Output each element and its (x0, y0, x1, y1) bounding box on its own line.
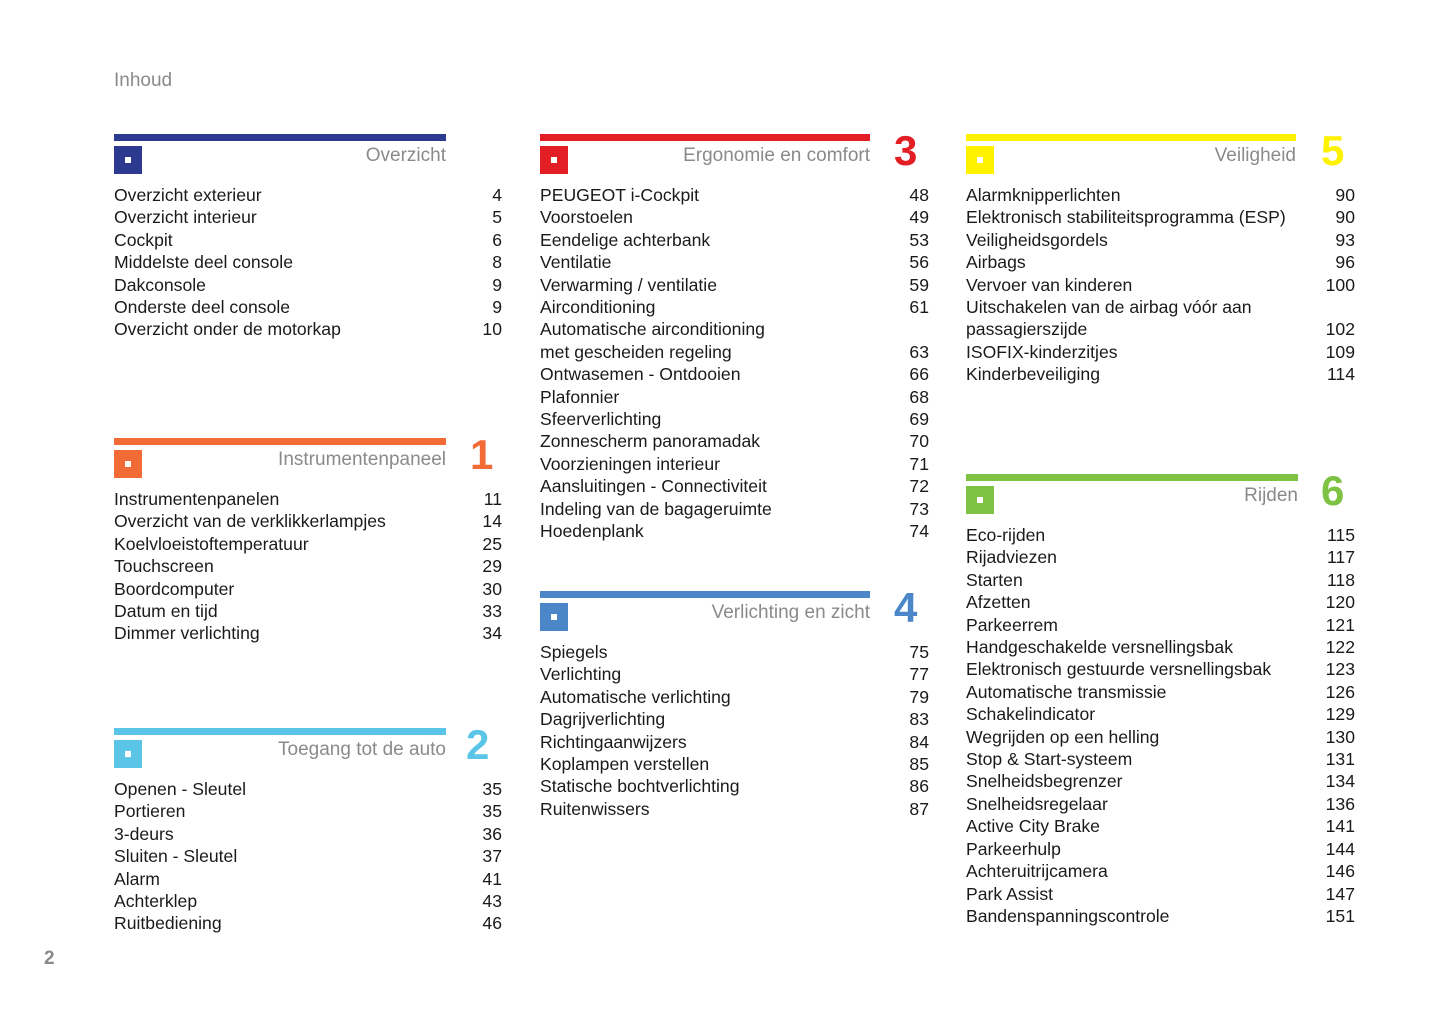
toc-entry-label: Achteruitrijcamera (966, 861, 1108, 882)
section-title: Veiligheid (1214, 145, 1296, 166)
section-square-icon (540, 603, 568, 631)
toc-entry-label: Richtingaanwijzers (540, 731, 687, 752)
toc-entry-label: Alarmknipperlichten (966, 185, 1121, 205)
toc-entry-label: Onderste deel console (114, 297, 291, 318)
page-number: 2 (44, 948, 55, 969)
toc-entry-label: Airbags (966, 252, 1026, 273)
toc-entry[interactable] (540, 318, 929, 363)
toc-entry-label: Park Assist (966, 883, 1054, 904)
toc-entry-page: 136 (1325, 793, 1355, 814)
section-title: Ergonomie en comfort (683, 145, 870, 166)
toc-entry-list (114, 778, 502, 935)
toc-entry-list (114, 184, 502, 341)
toc-entry-label: Boordcomputer (114, 578, 235, 599)
toc-entry-page: 11 (483, 489, 502, 509)
toc-entry-page: 79 (909, 686, 929, 707)
toc-entry-label: Bandenspanningscontrole (966, 905, 1170, 926)
toc-entry[interactable] (540, 430, 929, 452)
toc-entry-page: 9 (492, 297, 502, 318)
toc-entry-label: Aansluitingen - Connectiviteit (540, 476, 767, 497)
toc-entry[interactable] (966, 636, 1355, 658)
toc-entry-label: Snelheidsregelaar (966, 793, 1108, 814)
toc-entry[interactable] (966, 838, 1355, 860)
toc-entry[interactable] (540, 363, 929, 385)
toc-entry-label: Koelvloeistoftemperatuur (114, 533, 309, 554)
toc-entry-page: 86 (909, 776, 929, 797)
toc-entry-page: 131 (1325, 749, 1355, 770)
chapter-number: 3 (894, 127, 918, 174)
toc-entry[interactable] (540, 498, 929, 520)
toc-entry[interactable] (114, 555, 502, 577)
toc-entry-page: 123 (1325, 659, 1355, 680)
toc-entry-label: Schakelindicator (966, 704, 1096, 725)
toc-entry-label: Verlichting (540, 664, 622, 685)
toc-entry-label: Cockpit (114, 229, 173, 250)
toc-entry-page: 68 (909, 386, 929, 407)
toc-entry-page: 41 (482, 868, 502, 889)
section-square-icon (540, 146, 568, 174)
toc-entry-label: Automatische airconditioning met gescheiden regeling (540, 319, 765, 362)
toc-entry-label: PEUGEOT i-Cockpit (540, 185, 700, 205)
toc-entry-page: 151 (1325, 905, 1355, 926)
toc-entry-label: Handgeschakelde versnellingsbak (966, 637, 1234, 658)
toc-entry[interactable] (540, 251, 929, 273)
toc-entry-page: 63 (909, 341, 929, 362)
toc-entry-page: 72 (909, 476, 929, 497)
toc-entry-label: Eco-rijden (966, 525, 1046, 545)
section-title: Rijden (1244, 485, 1298, 506)
toc-entry-label: Elektronisch gestuurde versnellingsbak (966, 659, 1272, 680)
toc-entry[interactable] (540, 708, 929, 730)
toc-entry-page: 141 (1325, 816, 1355, 837)
toc-entry-label: Snelheidsbegrenzer (966, 771, 1123, 792)
toc-entry-label: Plafonnier (540, 386, 620, 407)
toc-entry-page: 59 (909, 274, 929, 295)
chapter-number: 2 (466, 721, 490, 768)
toc-entry-label: Active City Brake (966, 816, 1100, 837)
toc-entry[interactable] (966, 748, 1355, 770)
toc-entry[interactable] (540, 184, 929, 206)
toc-entry-page: 83 (909, 709, 929, 730)
toc-entry-label: Automatische transmissie (966, 681, 1167, 702)
toc-entry[interactable] (966, 726, 1355, 748)
toc-entry-list (540, 641, 929, 820)
toc-entry[interactable] (540, 296, 929, 318)
section-color-bar (966, 134, 1296, 141)
toc-entry[interactable] (966, 815, 1355, 837)
toc-entry-label: Middelste deel console (114, 252, 293, 273)
toc-entry[interactable] (540, 206, 929, 228)
toc-entry-page: 35 (482, 779, 502, 799)
toc-entry-label: Alarm (114, 868, 160, 889)
toc-entry-label: Sluiten - Sleutel (114, 846, 238, 867)
toc-entry-page: 35 (482, 801, 502, 822)
toc-entry[interactable] (540, 408, 929, 430)
toc-entry-page: 37 (482, 846, 502, 867)
toc-entry-page: 74 (909, 521, 929, 542)
toc-entry[interactable] (966, 883, 1355, 905)
toc-entry-label: Dimmer verlichting (114, 623, 260, 644)
toc-entry[interactable] (966, 229, 1355, 251)
toc-entry[interactable] (114, 578, 502, 600)
toc-entry[interactable] (540, 753, 929, 775)
section-color-bar (966, 474, 1298, 481)
toc-entry-label: Parkeerhulp (966, 838, 1061, 859)
toc-entry-label: Achterklep (114, 891, 198, 912)
section-color-bar (540, 134, 870, 141)
toc-entry[interactable] (114, 622, 502, 644)
section-title: Overzicht (365, 145, 446, 166)
toc-entry-page: 73 (909, 498, 929, 519)
toc-entry-page: 30 (482, 578, 502, 599)
toc-entry-page: 49 (909, 207, 929, 228)
toc-entry-page: 100 (1325, 274, 1355, 295)
toc-entry-page: 77 (909, 664, 929, 685)
toc-entry-label: Verwarming / ventilatie (540, 274, 717, 295)
toc-entry-label: Voorstoelen (540, 207, 633, 228)
toc-entry-label: Portieren (114, 801, 186, 822)
toc-entry-label: Ontwasemen - Ontdooien (540, 364, 741, 385)
toc-entry-page: 70 (909, 431, 929, 452)
toc-entry[interactable] (114, 912, 502, 934)
toc-entry-label: Veiligheidsgordels (966, 229, 1108, 250)
toc-entry-label: Ruitbediening (114, 913, 222, 934)
toc-entry[interactable] (540, 798, 929, 820)
section-square-icon (114, 146, 142, 174)
toc-entry[interactable] (540, 686, 929, 708)
toc-entry[interactable] (114, 823, 502, 845)
toc-entry[interactable] (540, 520, 929, 542)
toc-entry-page: 126 (1325, 681, 1355, 702)
toc-entry[interactable] (966, 770, 1355, 792)
toc-entry-label: Wegrijden op een helling (966, 726, 1160, 747)
toc-entry-label: Spiegels (540, 642, 608, 662)
section-title: Instrumentenpaneel (278, 449, 446, 470)
toc-entry-page: 120 (1325, 592, 1355, 613)
toc-entry-page: 43 (482, 891, 502, 912)
toc-entry-label: Stop & Start-systeem (966, 749, 1133, 770)
toc-entry-page: 93 (1335, 229, 1355, 250)
toc-entry-label: Koplampen verstellen (540, 754, 710, 775)
toc-entry-label: Vervoer van kinderen (966, 274, 1133, 295)
toc-entry-page: 71 (909, 453, 929, 474)
toc-entry-page: 10 (482, 319, 502, 340)
toc-entry-page: 146 (1325, 861, 1355, 882)
toc-entry-page: 46 (482, 913, 502, 934)
toc-entry-list (114, 488, 502, 645)
toc-entry[interactable] (114, 184, 502, 206)
toc-entry-page: 147 (1325, 883, 1355, 904)
toc-entry[interactable] (540, 475, 929, 497)
toc-entry[interactable] (540, 453, 929, 475)
toc-entry[interactable] (966, 905, 1355, 927)
toc-entry-page: 96 (1335, 252, 1355, 273)
chapter-number: 1 (470, 431, 494, 478)
toc-entry-label: Datum en tijd (114, 601, 218, 622)
toc-entry-page: 61 (909, 297, 929, 318)
toc-entry-page: 66 (909, 364, 929, 385)
toc-entry-label: Parkeerrem (966, 614, 1058, 635)
toc-entry-page: 129 (1325, 704, 1355, 725)
toc-entry-label: Overzicht exterieur (114, 185, 262, 205)
toc-entry[interactable] (540, 641, 929, 663)
toc-entry-label: Overzicht interieur (114, 207, 257, 228)
toc-entry-page: 9 (492, 274, 502, 295)
toc-entry-label: Afzetten (966, 592, 1031, 613)
toc-entry-list (540, 184, 929, 543)
toc-entry-page: 4 (492, 185, 502, 205)
toc-entry-page: 14 (482, 511, 502, 532)
toc-entry-page: 69 (909, 409, 929, 430)
toc-entry-page: 34 (482, 623, 502, 644)
toc-entry[interactable] (114, 845, 502, 867)
toc-entry-label: Dakconsole (114, 274, 206, 295)
toc-entry-page: 84 (909, 731, 929, 752)
toc-entry[interactable] (966, 793, 1355, 815)
toc-entry-label: Uitschakelen van de airbag vóór aan passagierszijde (966, 297, 1252, 340)
section-square-icon (114, 450, 142, 478)
toc-entry-label: Indeling van de bagageruimte (540, 498, 772, 519)
toc-entry-label: Rijadviezen (966, 547, 1057, 568)
toc-entry-label: Airconditioning (540, 297, 656, 318)
toc-entry[interactable] (966, 703, 1355, 725)
toc-entry-page: 90 (1335, 207, 1355, 228)
toc-entry[interactable] (114, 274, 502, 296)
toc-entry[interactable] (114, 510, 502, 532)
toc-entry-page: 144 (1325, 838, 1355, 859)
toc-entry-label: Ruitenwissers (540, 798, 650, 819)
toc-entry-label: Starten (966, 569, 1023, 590)
toc-entry-page: 87 (909, 798, 929, 819)
toc-entry-page: 8 (492, 252, 502, 273)
toc-entry[interactable] (114, 533, 502, 555)
toc-entry[interactable] (966, 546, 1355, 568)
toc-entry-page: 36 (482, 823, 502, 844)
toc-entry-label: Overzicht onder de motorkap (114, 319, 341, 340)
toc-entry-page: 90 (1335, 185, 1355, 205)
toc-entry[interactable] (540, 731, 929, 753)
toc-entry[interactable] (966, 184, 1355, 206)
toc-entry[interactable] (540, 386, 929, 408)
toc-entry[interactable] (966, 681, 1355, 703)
toc-entry[interactable] (966, 296, 1355, 341)
toc-entry[interactable] (114, 206, 502, 228)
toc-entry-label: Dagrijverlichting (540, 709, 666, 730)
toc-entry-label: Elektronisch stabiliteitsprogramma (ESP) (966, 207, 1286, 228)
toc-entry-page: 130 (1325, 726, 1355, 747)
section-color-bar (114, 438, 446, 445)
toc-entry[interactable] (966, 524, 1355, 546)
toc-entry-page: 5 (492, 207, 502, 228)
toc-entry[interactable] (114, 251, 502, 273)
toc-entry-label: Instrumentenpanelen (114, 489, 280, 509)
section-square-icon (966, 486, 994, 514)
toc-entry-label: Hoedenplank (540, 521, 644, 542)
toc-entry-page: 75 (909, 642, 929, 662)
toc-entry[interactable] (966, 341, 1355, 363)
toc-entry-label: Openen - Sleutel (114, 779, 247, 799)
toc-entry-page: 53 (909, 229, 929, 250)
toc-entry-label: Automatische verlichting (540, 686, 731, 707)
toc-entry-label: 3-deurs (114, 823, 174, 844)
toc-entry-page: 121 (1325, 614, 1355, 635)
toc-entry-page: 85 (909, 754, 929, 775)
toc-entry[interactable] (966, 274, 1355, 296)
chapter-number: 4 (894, 584, 918, 631)
toc-entry-page: 29 (482, 556, 502, 577)
section-title: Verlichting en zicht (711, 602, 870, 623)
section-square-icon (114, 740, 142, 768)
toc-entry[interactable] (966, 591, 1355, 613)
section-square-icon (966, 146, 994, 174)
toc-entry-label: Touchscreen (114, 556, 214, 577)
page-heading: Inhoud (114, 70, 173, 91)
toc-entry-label: ISOFIX-kinderzitjes (966, 341, 1118, 362)
toc-entry-page: 134 (1325, 771, 1355, 792)
toc-entry[interactable] (114, 890, 502, 912)
toc-entry[interactable] (114, 488, 502, 510)
toc-entry[interactable] (966, 569, 1355, 591)
chapter-number: 5 (1321, 127, 1345, 174)
toc-entry[interactable] (114, 800, 502, 822)
section-color-bar (540, 591, 870, 598)
toc-entry-label: Ventilatie (540, 252, 612, 273)
toc-entry-page: 118 (1326, 569, 1355, 590)
toc-entry-label: Sfeerverlichting (540, 409, 662, 430)
toc-entry[interactable] (540, 775, 929, 797)
toc-entry-label: Eendelige achterbank (540, 229, 711, 250)
toc-entry-page: 117 (1326, 547, 1355, 568)
toc-entry[interactable] (966, 658, 1355, 680)
section-color-bar (114, 134, 446, 141)
toc-entry[interactable] (966, 860, 1355, 882)
toc-entry[interactable] (114, 318, 502, 340)
chapter-number: 6 (1321, 467, 1345, 514)
toc-entry-page: 56 (909, 252, 929, 273)
toc-entry-page: 25 (482, 533, 502, 554)
section-color-bar (114, 728, 446, 735)
toc-entry[interactable] (114, 296, 502, 318)
toc-entry[interactable] (540, 663, 929, 685)
toc-entry-page: 115 (1326, 525, 1355, 545)
toc-entry[interactable] (966, 206, 1355, 228)
toc-entry[interactable] (114, 778, 502, 800)
toc-entry[interactable] (966, 363, 1355, 385)
toc-entry-page: 33 (482, 601, 502, 622)
section-title: Toegang tot de auto (278, 739, 446, 760)
toc-entry[interactable] (540, 274, 929, 296)
toc-entry[interactable] (114, 868, 502, 890)
toc-entry-page: 48 (909, 185, 929, 205)
toc-entry-label: Statische bochtverlichting (540, 776, 740, 797)
toc-entry[interactable] (114, 600, 502, 622)
toc-entry[interactable] (966, 614, 1355, 636)
toc-entry[interactable] (540, 229, 929, 251)
toc-entry-page: 6 (492, 229, 502, 250)
toc-entry-label: Kinderbeveiliging (966, 364, 1100, 385)
toc-entry-page: 109 (1325, 341, 1355, 362)
toc-entry-list (966, 524, 1355, 927)
toc-entry-page: 102 (1325, 319, 1355, 340)
toc-entry-list (966, 184, 1355, 386)
toc-entry-page: 114 (1326, 364, 1355, 385)
toc-entry[interactable] (966, 251, 1355, 273)
toc-entry[interactable] (114, 229, 502, 251)
toc-entry-page: 122 (1325, 637, 1355, 658)
toc-entry-label: Voorzieningen interieur (540, 453, 720, 474)
toc-entry-label: Overzicht van de verklikkerlampjes (114, 511, 386, 532)
toc-entry-label: Zonnescherm panoramadak (540, 431, 761, 452)
